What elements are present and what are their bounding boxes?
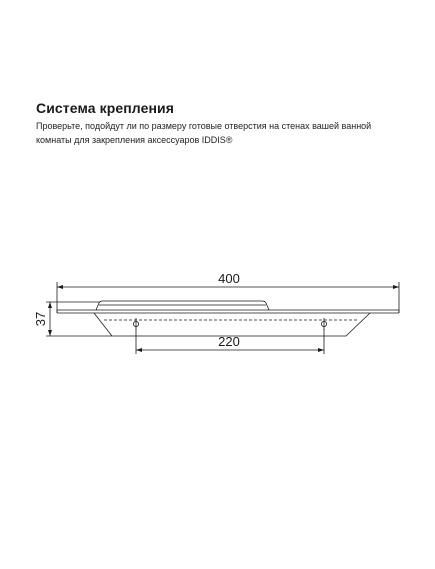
height-arrow-bottom	[48, 330, 52, 336]
overall-width-label: 400	[218, 271, 240, 286]
section-heading: Система крепления	[36, 100, 175, 116]
section-description: Проверьте, подойдут ли по размеру готовые отверстия на стенах вашей ванной комнаты для закрепления аксессуаров IDDIS®	[36, 121, 372, 145]
mounting-distance-label: 220	[218, 334, 240, 349]
mount-arrow-right	[318, 348, 324, 352]
width-arrow-left	[57, 285, 63, 289]
shelf-bottom-profile	[94, 313, 370, 336]
shelf-top-profile	[57, 301, 399, 313]
mount-arrow-left	[136, 348, 142, 352]
height-label: 37	[33, 311, 48, 327]
width-arrow-right	[393, 285, 399, 289]
height-arrow-top	[48, 302, 52, 308]
